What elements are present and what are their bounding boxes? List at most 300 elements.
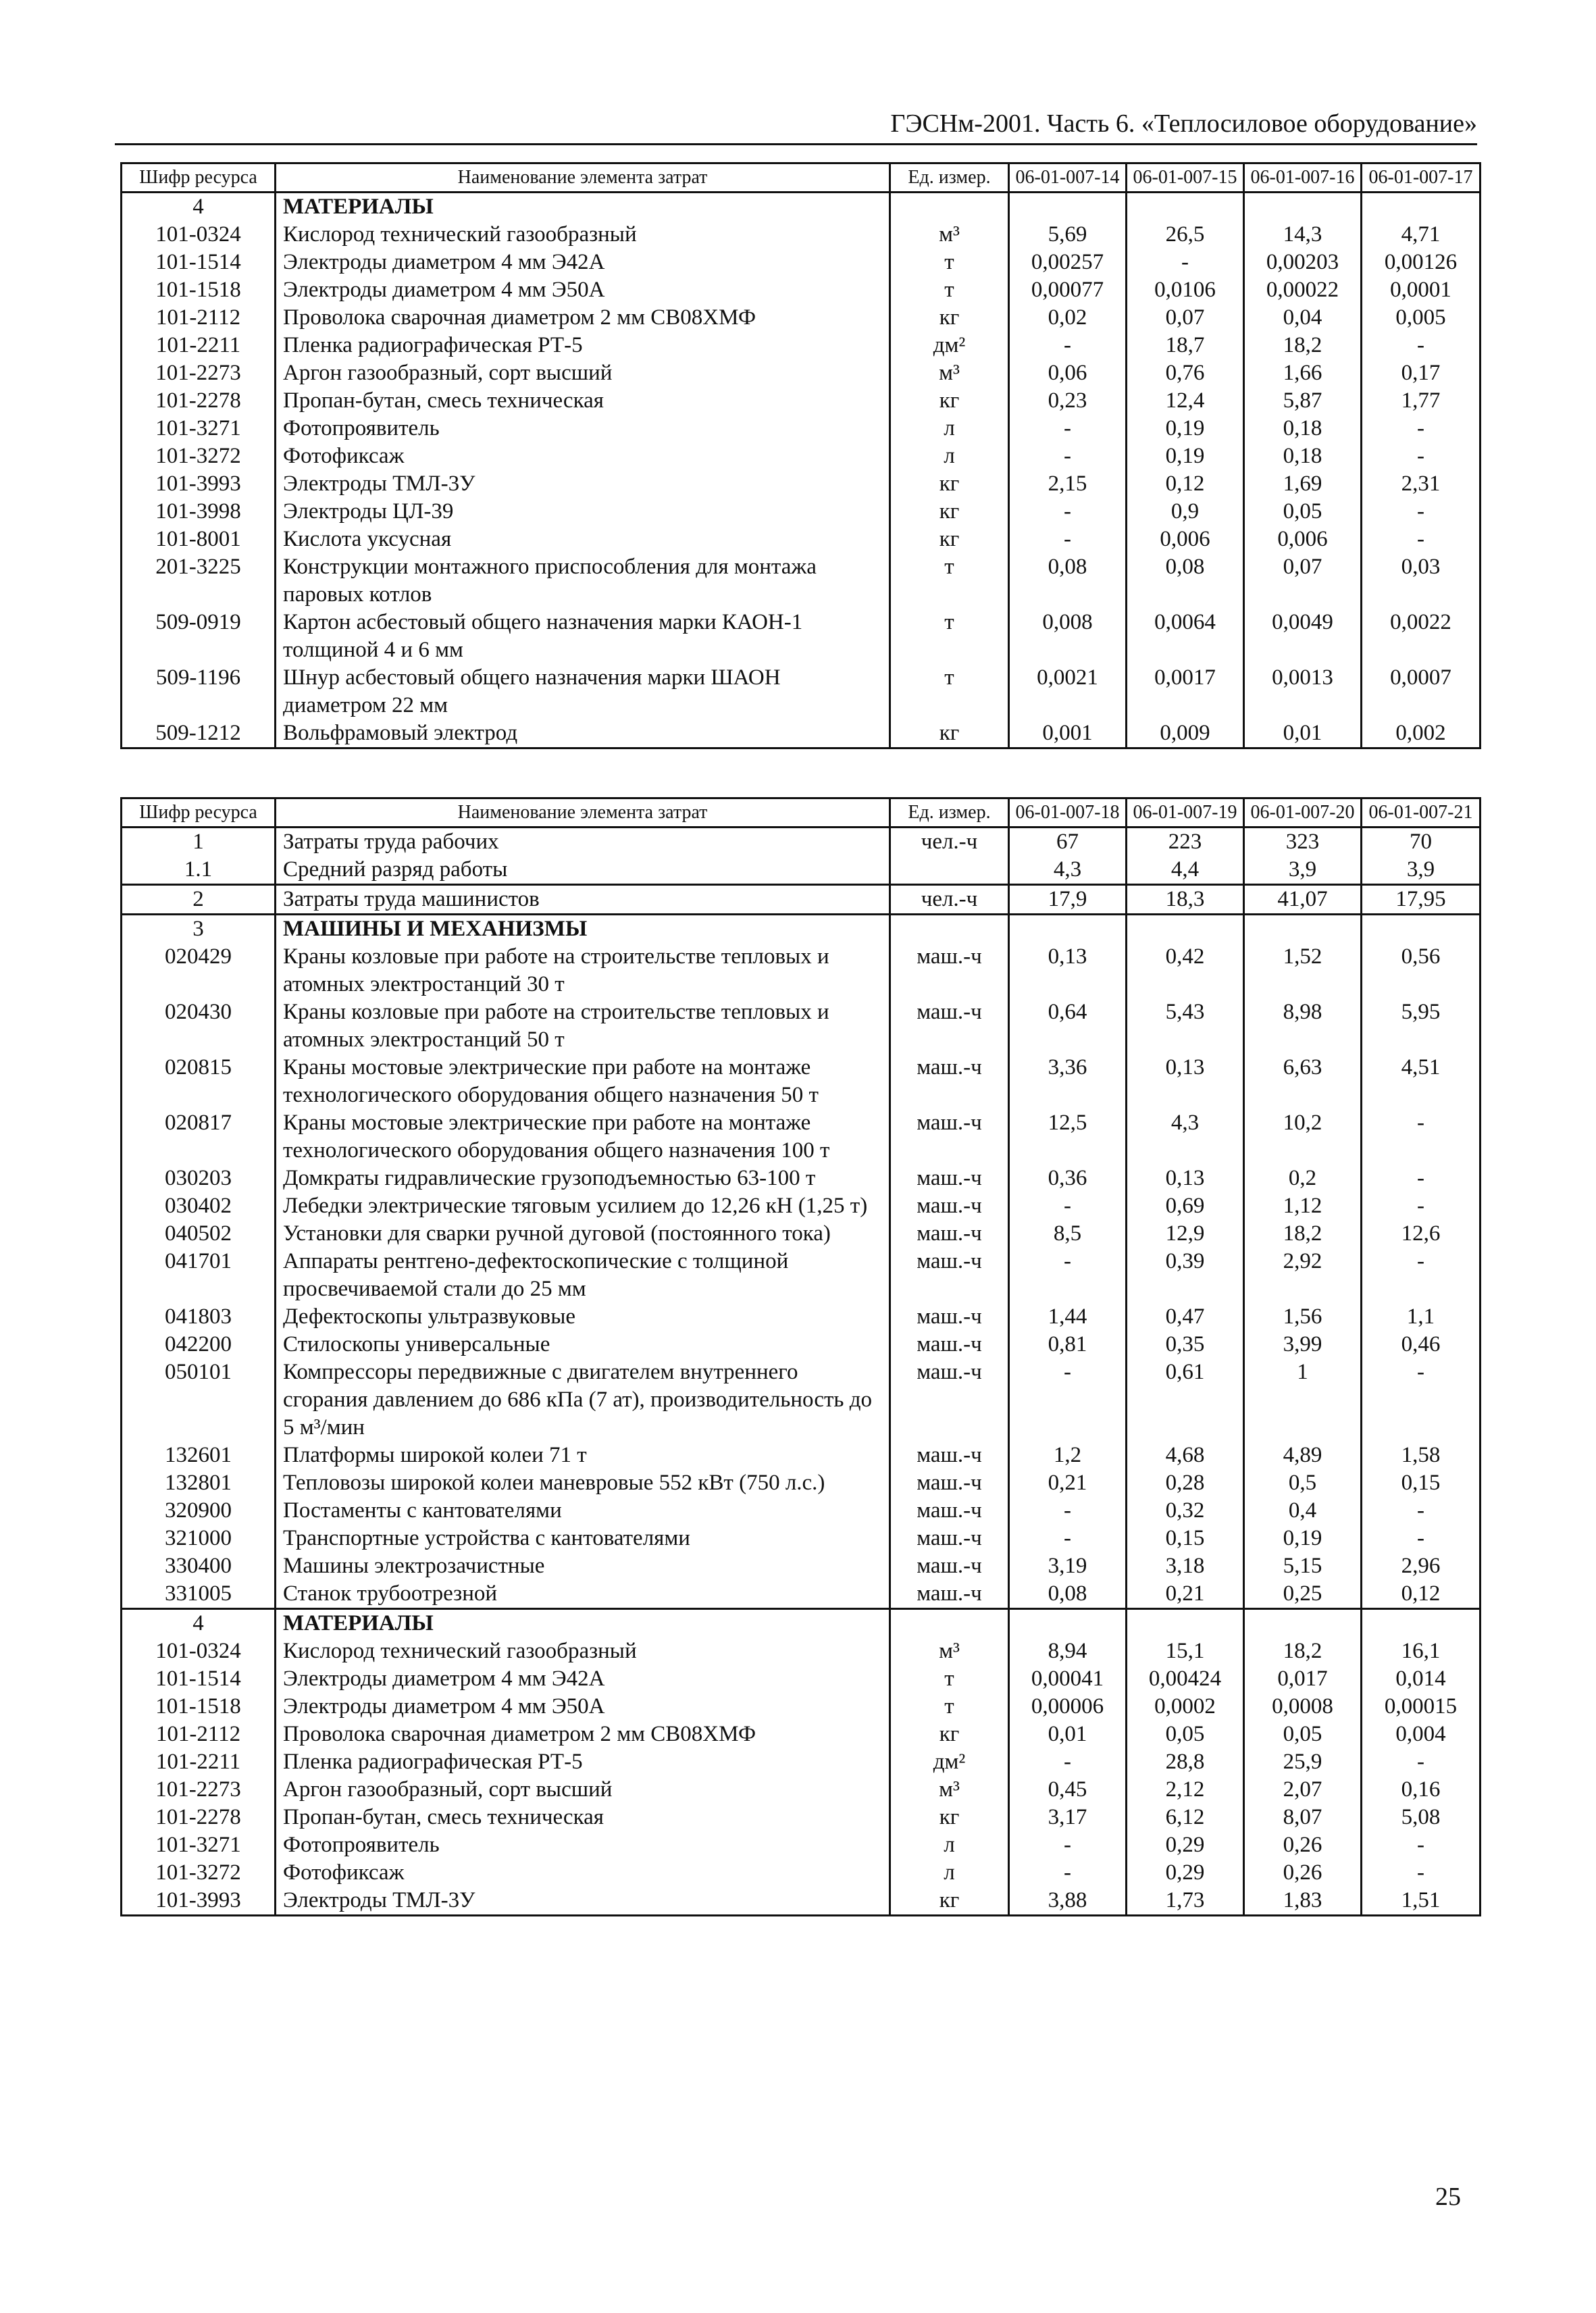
cell-unit: чел.-ч <box>890 885 1009 915</box>
cell-code: 4 <box>122 193 276 222</box>
cell-norm: 3,88 <box>1009 1887 1127 1916</box>
cell-norm: - <box>1362 1748 1481 1776</box>
cell-norm: 0,001 <box>1009 719 1127 748</box>
col-header-norm: 06-01-007-19 <box>1127 798 1244 828</box>
cell-unit: т <box>890 276 1009 304</box>
cell-norm: - <box>1362 1165 1481 1192</box>
cell-unit: дм² <box>890 332 1009 359</box>
cell-code: 030402 <box>122 1192 276 1220</box>
col-header-norm: 06-01-007-17 <box>1362 163 1481 193</box>
cell-unit: маш.-ч <box>890 1220 1009 1248</box>
cell-norm: - <box>1009 415 1127 442</box>
cell-norm: - <box>1362 1525 1481 1552</box>
cell-norm: 0,19 <box>1244 1525 1362 1552</box>
cell-code: 101-1518 <box>122 1693 276 1721</box>
table-header-row <box>122 798 1481 828</box>
cell-code: 101-2211 <box>122 332 276 359</box>
cell-unit: маш.-ч <box>890 1469 1009 1497</box>
cell-norm <box>1244 193 1362 222</box>
cell-norm: 0,00077 <box>1009 276 1127 304</box>
table-row <box>122 498 1481 526</box>
cell-unit: т <box>890 1665 1009 1693</box>
table-row <box>122 1054 1481 1109</box>
cell-norm: 0,32 <box>1127 1497 1244 1525</box>
cell-norm: - <box>1362 1192 1481 1220</box>
cell-norm: 0,08 <box>1009 553 1127 609</box>
col-header-name: Наименование элемента затрат <box>276 163 890 193</box>
cell-code: 321000 <box>122 1525 276 1552</box>
cell-norm: 1 <box>1244 1358 1362 1442</box>
cell-norm: 1,56 <box>1244 1303 1362 1331</box>
cell-norm: 0,00203 <box>1244 249 1362 276</box>
cell-unit: маш.-ч <box>890 1054 1009 1109</box>
cell-norm: 17,9 <box>1009 885 1127 915</box>
cell-name: Фотофиксаж <box>276 1859 890 1887</box>
cell-norm: 0,014 <box>1362 1665 1481 1693</box>
col-header-norm: 06-01-007-14 <box>1009 163 1127 193</box>
cell-norm: 12,4 <box>1127 387 1244 415</box>
cell-norm: 18,3 <box>1127 885 1244 915</box>
cell-unit: чел.-ч <box>890 828 1009 857</box>
resource-table-2 <box>120 797 1481 1916</box>
cell-norm: 1,77 <box>1362 387 1481 415</box>
cell-norm: 18,2 <box>1244 332 1362 359</box>
cell-norm: 0,07 <box>1244 553 1362 609</box>
table-row <box>122 1331 1481 1358</box>
cell-norm: 4,71 <box>1362 221 1481 249</box>
cell-norm: 0,23 <box>1009 387 1127 415</box>
cell-norm: 0,06 <box>1009 359 1127 387</box>
cell-norm: 26,5 <box>1127 221 1244 249</box>
cell-code: 4 <box>122 1609 276 1638</box>
cell-code: 1 <box>122 828 276 857</box>
col-header-norm: 06-01-007-15 <box>1127 163 1244 193</box>
cell-name: Фотофиксаж <box>276 442 890 470</box>
cell-name: Проволока сварочная диаметром 2 мм СВ08ХМФ <box>276 304 890 332</box>
cell-norm: 8,5 <box>1009 1220 1127 1248</box>
cell-norm: 0,005 <box>1362 304 1481 332</box>
cell-unit: маш.-ч <box>890 1192 1009 1220</box>
cell-code: 509-0919 <box>122 609 276 664</box>
cell-code: 320900 <box>122 1497 276 1525</box>
cell-norm: 4,51 <box>1362 1054 1481 1109</box>
cell-name: МАШИНЫ И МЕХАНИЗМЫ <box>276 915 890 944</box>
cell-norm: 0,07 <box>1127 304 1244 332</box>
cell-code: 020815 <box>122 1054 276 1109</box>
cell-norm: 2,31 <box>1362 470 1481 498</box>
cell-norm: 0,18 <box>1244 442 1362 470</box>
cell-name: Платформы широкой колеи 71 т <box>276 1442 890 1469</box>
cell-norm: 18,2 <box>1244 1637 1362 1665</box>
cell-norm: - <box>1009 498 1127 526</box>
cell-norm: - <box>1009 1497 1127 1525</box>
cell-unit: л <box>890 415 1009 442</box>
cell-code: 041803 <box>122 1303 276 1331</box>
cell-norm: 0,008 <box>1009 609 1127 664</box>
col-header-norm: 06-01-007-21 <box>1362 798 1481 828</box>
cell-norm: 25,9 <box>1244 1748 1362 1776</box>
cell-norm <box>1244 915 1362 944</box>
cell-name: Фотопроявитель <box>276 415 890 442</box>
cell-norm: 1,69 <box>1244 470 1362 498</box>
cell-code: 101-3272 <box>122 442 276 470</box>
cell-norm: 2,96 <box>1362 1552 1481 1580</box>
cell-code: 101-1518 <box>122 276 276 304</box>
cell-norm: - <box>1362 332 1481 359</box>
cell-name: Электроды диаметром 4 мм Э42А <box>276 1665 890 1693</box>
table-row <box>122 249 1481 276</box>
cell-unit: кг <box>890 1721 1009 1748</box>
cell-norm: 0,15 <box>1127 1525 1244 1552</box>
table-row <box>122 1748 1481 1776</box>
col-header-name: Наименование элемента затрат <box>276 798 890 828</box>
cell-norm: - <box>1009 1748 1127 1776</box>
cell-norm: 0,002 <box>1362 719 1481 748</box>
cell-norm: 17,95 <box>1362 885 1481 915</box>
table-body <box>122 193 1481 748</box>
cell-norm: 0,02 <box>1009 304 1127 332</box>
table-row <box>122 387 1481 415</box>
cell-norm: 3,9 <box>1362 856 1481 885</box>
cell-norm: 3,99 <box>1244 1331 1362 1358</box>
cell-norm: 1,44 <box>1009 1303 1127 1331</box>
page-header: ГЭСНм-2001. Часть 6. «Теплосиловое оборудование» <box>115 108 1477 145</box>
cell-norm: - <box>1362 498 1481 526</box>
cell-norm <box>1009 193 1127 222</box>
cell-unit: л <box>890 442 1009 470</box>
cell-norm: 0,009 <box>1127 719 1244 748</box>
cell-norm: 2,07 <box>1244 1776 1362 1804</box>
cell-name: Лебедки электрические тяговым усилием до 12,26 кН (1,25 т) <box>276 1192 890 1220</box>
table-row <box>122 276 1481 304</box>
cell-code: 020429 <box>122 943 276 998</box>
cell-norm: 0,13 <box>1127 1054 1244 1109</box>
cell-name: Проволока сварочная диаметром 2 мм СВ08ХМФ <box>276 1721 890 1748</box>
cell-norm: 2,12 <box>1127 1776 1244 1804</box>
cell-norm: 0,9 <box>1127 498 1244 526</box>
cell-unit: т <box>890 609 1009 664</box>
cell-norm: 3,19 <box>1009 1552 1127 1580</box>
cell-norm <box>1127 1609 1244 1638</box>
cell-unit: кг <box>890 1887 1009 1916</box>
cell-name: Машины электрозачистные <box>276 1552 890 1580</box>
cell-code: 101-3993 <box>122 470 276 498</box>
cell-norm: 0,05 <box>1244 1721 1362 1748</box>
cell-norm: 5,43 <box>1127 998 1244 1054</box>
cell-norm <box>1009 1609 1127 1638</box>
cell-norm: 0,0049 <box>1244 609 1362 664</box>
cell-norm: 1,58 <box>1362 1442 1481 1469</box>
cell-unit: т <box>890 553 1009 609</box>
cell-norm: 0,0013 <box>1244 664 1362 719</box>
cell-norm: 0,19 <box>1127 415 1244 442</box>
table-row <box>122 332 1481 359</box>
cell-norm: 0,26 <box>1244 1859 1362 1887</box>
cell-norm: 0,006 <box>1127 526 1244 553</box>
cell-unit: маш.-ч <box>890 1442 1009 1469</box>
table-row <box>122 915 1481 944</box>
table-row <box>122 1497 1481 1525</box>
cell-norm: 8,94 <box>1009 1637 1127 1665</box>
cell-norm: 0,0001 <box>1362 276 1481 304</box>
cell-norm: 1,51 <box>1362 1887 1481 1916</box>
table-row <box>122 1580 1481 1609</box>
cell-norm: 0,00126 <box>1362 249 1481 276</box>
table-row <box>122 1303 1481 1331</box>
cell-name: Домкраты гидравлические грузоподъемностью 63-100 т <box>276 1165 890 1192</box>
cell-norm <box>1009 915 1127 944</box>
cell-norm: - <box>1362 1497 1481 1525</box>
cell-norm: 1,2 <box>1009 1442 1127 1469</box>
cell-norm: 18,2 <box>1244 1220 1362 1248</box>
cell-norm: 0,35 <box>1127 1331 1244 1358</box>
cell-code: 020817 <box>122 1109 276 1165</box>
cell-norm: 41,07 <box>1244 885 1362 915</box>
cell-unit: маш.-ч <box>890 1109 1009 1165</box>
cell-norm: - <box>1009 442 1127 470</box>
cell-unit: кг <box>890 526 1009 553</box>
table-row <box>122 1665 1481 1693</box>
cell-unit: т <box>890 664 1009 719</box>
cell-norm: 0,56 <box>1362 943 1481 998</box>
cell-norm: 4,3 <box>1127 1109 1244 1165</box>
cell-norm: - <box>1009 1859 1127 1887</box>
cell-norm: 0,12 <box>1362 1580 1481 1609</box>
table-row <box>122 1220 1481 1248</box>
cell-code: 040502 <box>122 1220 276 1248</box>
cell-unit: дм² <box>890 1748 1009 1776</box>
cell-norm: 70 <box>1362 828 1481 857</box>
cell-code: 201-3225 <box>122 553 276 609</box>
cell-name: МАТЕРИАЛЫ <box>276 193 890 222</box>
cell-norm: 0,47 <box>1127 1303 1244 1331</box>
cell-name: Вольфрамовый электрод <box>276 719 890 748</box>
table-row <box>122 1358 1481 1442</box>
cell-code: 101-3271 <box>122 1831 276 1859</box>
table-row <box>122 1859 1481 1887</box>
cell-code: 331005 <box>122 1580 276 1609</box>
cell-norm: 14,3 <box>1244 221 1362 249</box>
table-row <box>122 1165 1481 1192</box>
cell-unit: кг <box>890 498 1009 526</box>
table-row <box>122 193 1481 222</box>
col-header-code: Шифр ресурса <box>122 798 276 828</box>
cell-norm: 5,08 <box>1362 1804 1481 1831</box>
cell-norm: 0,03 <box>1362 553 1481 609</box>
cell-unit: маш.-ч <box>890 998 1009 1054</box>
table-row <box>122 1469 1481 1497</box>
cell-code: 101-1514 <box>122 249 276 276</box>
cell-norm: 5,69 <box>1009 221 1127 249</box>
cell-norm <box>1362 915 1481 944</box>
cell-norm: 0,5 <box>1244 1469 1362 1497</box>
cell-code: 101-1514 <box>122 1665 276 1693</box>
cell-norm: 3,18 <box>1127 1552 1244 1580</box>
cell-unit: м³ <box>890 221 1009 249</box>
cell-norm: 3,36 <box>1009 1054 1127 1109</box>
cell-code: 101-2112 <box>122 304 276 332</box>
cell-norm: 0,69 <box>1127 1192 1244 1220</box>
cell-code: 101-2273 <box>122 359 276 387</box>
cell-name: Пропан-бутан, смесь техническая <box>276 387 890 415</box>
cell-norm: 0,01 <box>1244 719 1362 748</box>
cell-norm: 0,61 <box>1127 1358 1244 1442</box>
cell-name: Картон асбестовый общего назначения марки КАОН-1 толщиной 4 и 6 мм <box>276 609 890 664</box>
cell-norm: 0,00006 <box>1009 1693 1127 1721</box>
cell-unit: кг <box>890 387 1009 415</box>
col-header-norm: 06-01-007-16 <box>1244 163 1362 193</box>
cell-unit: т <box>890 1693 1009 1721</box>
table-row <box>122 1248 1481 1303</box>
cell-norm: 0,0106 <box>1127 276 1244 304</box>
cell-unit: м³ <box>890 1776 1009 1804</box>
cell-name: Постаменты с кантователями <box>276 1497 890 1525</box>
cell-name: Конструкции монтажного приспособления для монтажа паровых котлов <box>276 553 890 609</box>
cell-norm: 0,00015 <box>1362 1693 1481 1721</box>
cell-norm: 0,76 <box>1127 359 1244 387</box>
cell-norm: - <box>1362 1831 1481 1859</box>
table-row <box>122 1887 1481 1916</box>
cell-code: 101-2112 <box>122 1721 276 1748</box>
cell-norm: - <box>1009 332 1127 359</box>
cell-norm: 0,0017 <box>1127 664 1244 719</box>
cell-code: 041701 <box>122 1248 276 1303</box>
cell-norm: 15,1 <box>1127 1637 1244 1665</box>
cell-norm: 5,87 <box>1244 387 1362 415</box>
cell-name: Аппараты рентгено-дефектоскопические с толщиной просвечиваемой стали до 25 мм <box>276 1248 890 1303</box>
cell-name: Электроды диаметром 4 мм Э42А <box>276 249 890 276</box>
cell-name: Дефектоскопы ультразвуковые <box>276 1303 890 1331</box>
cell-norm: 0,004 <box>1362 1721 1481 1748</box>
cell-unit: маш.-ч <box>890 1525 1009 1552</box>
cell-unit: м³ <box>890 359 1009 387</box>
cell-name: Шнур асбестовый общего назначения марки ШАОН диаметром 22 мм <box>276 664 890 719</box>
cell-code: 050101 <box>122 1358 276 1442</box>
cell-norm: 0,17 <box>1362 359 1481 387</box>
cell-unit: маш.-ч <box>890 1580 1009 1609</box>
col-header-unit: Ед. измер. <box>890 163 1009 193</box>
table-row <box>122 221 1481 249</box>
cell-norm: 5,95 <box>1362 998 1481 1054</box>
cell-norm: 0,42 <box>1127 943 1244 998</box>
cell-name: Аргон газообразный, сорт высший <box>276 359 890 387</box>
cell-norm: 0,21 <box>1009 1469 1127 1497</box>
cell-norm: 0,05 <box>1127 1721 1244 1748</box>
cell-norm: - <box>1362 1248 1481 1303</box>
cell-norm: 0,64 <box>1009 998 1127 1054</box>
cell-norm <box>1362 1609 1481 1638</box>
cell-unit: маш.-ч <box>890 1248 1009 1303</box>
cell-norm: 0,017 <box>1244 1665 1362 1693</box>
cell-name: Электроды ТМЛ-3У <box>276 1887 890 1916</box>
cell-code: 042200 <box>122 1331 276 1358</box>
cell-code: 101-0324 <box>122 1637 276 1665</box>
cell-norm: 0,4 <box>1244 1497 1362 1525</box>
cell-norm: 3,17 <box>1009 1804 1127 1831</box>
cell-code: 2 <box>122 885 276 915</box>
cell-norm: 0,04 <box>1244 304 1362 332</box>
cell-norm: - <box>1009 1831 1127 1859</box>
cell-norm: 0,25 <box>1244 1580 1362 1609</box>
cell-norm: 223 <box>1127 828 1244 857</box>
cell-norm: - <box>1362 415 1481 442</box>
cell-code: 101-3272 <box>122 1859 276 1887</box>
cell-name: Затраты труда машинистов <box>276 885 890 915</box>
cell-code: 132801 <box>122 1469 276 1497</box>
table-row <box>122 856 1481 885</box>
cell-norm: 0,45 <box>1009 1776 1127 1804</box>
table-row <box>122 470 1481 498</box>
cell-norm: 0,0064 <box>1127 609 1244 664</box>
cell-name: Краны козловые при работе на строительстве тепловых и атомных электростанций 50 т <box>276 998 890 1054</box>
cell-norm: 6,12 <box>1127 1804 1244 1831</box>
cell-norm <box>1127 193 1244 222</box>
cell-norm: 0,12 <box>1127 470 1244 498</box>
cell-norm: 0,26 <box>1244 1831 1362 1859</box>
cell-norm: 1,83 <box>1244 1887 1362 1916</box>
cell-unit: т <box>890 249 1009 276</box>
cell-norm: 8,07 <box>1244 1804 1362 1831</box>
table-row <box>122 719 1481 748</box>
col-header-unit: Ед. измер. <box>890 798 1009 828</box>
cell-norm: 0,13 <box>1009 943 1127 998</box>
table-row <box>122 1442 1481 1469</box>
cell-name: Фотопроявитель <box>276 1831 890 1859</box>
cell-unit: кг <box>890 470 1009 498</box>
cell-norm: 67 <box>1009 828 1127 857</box>
cell-norm: 4,89 <box>1244 1442 1362 1469</box>
cell-name: Электроды диаметром 4 мм Э50А <box>276 276 890 304</box>
cell-norm: 0,29 <box>1127 1831 1244 1859</box>
cell-norm: 0,18 <box>1244 415 1362 442</box>
table-row <box>122 1109 1481 1165</box>
table-row <box>122 1776 1481 1804</box>
cell-norm: 0,2 <box>1244 1165 1362 1192</box>
cell-name: Пленка радиографическая РТ-5 <box>276 1748 890 1776</box>
cell-norm: 0,00424 <box>1127 1665 1244 1693</box>
cell-norm: 0,08 <box>1009 1580 1127 1609</box>
cell-code: 030203 <box>122 1165 276 1192</box>
cell-norm: 8,98 <box>1244 998 1362 1054</box>
table-row <box>122 1721 1481 1748</box>
cell-norm <box>1244 1609 1362 1638</box>
col-header-norm: 06-01-007-18 <box>1009 798 1127 828</box>
cell-norm: - <box>1009 1525 1127 1552</box>
cell-name: Установки для сварки ручной дуговой (постоянного тока) <box>276 1220 890 1248</box>
cell-name: Краны мостовые электрические при работе на монтаже технологического оборудования общего назначения 100 т <box>276 1109 890 1165</box>
cell-code: 101-3993 <box>122 1887 276 1916</box>
cell-name: Аргон газообразный, сорт высший <box>276 1776 890 1804</box>
cell-norm: 0,19 <box>1127 442 1244 470</box>
cell-name: Кислород технический газообразный <box>276 221 890 249</box>
cell-unit: кг <box>890 304 1009 332</box>
cell-norm: - <box>1362 526 1481 553</box>
cell-norm: 18,7 <box>1127 332 1244 359</box>
cell-unit: кг <box>890 719 1009 748</box>
cell-norm: 2,15 <box>1009 470 1127 498</box>
cell-unit: л <box>890 1831 1009 1859</box>
cell-norm: 0,13 <box>1127 1165 1244 1192</box>
cell-norm: - <box>1362 1358 1481 1442</box>
cell-norm: 0,39 <box>1127 1248 1244 1303</box>
cell-name: Краны козловые при работе на строительстве тепловых и атомных электростанций 30 т <box>276 943 890 998</box>
cell-norm: 1,1 <box>1362 1303 1481 1331</box>
cell-norm: - <box>1009 1248 1127 1303</box>
cell-norm: 0,15 <box>1362 1469 1481 1497</box>
cell-unit <box>890 856 1009 885</box>
cell-unit: м³ <box>890 1637 1009 1665</box>
table-row <box>122 1831 1481 1859</box>
